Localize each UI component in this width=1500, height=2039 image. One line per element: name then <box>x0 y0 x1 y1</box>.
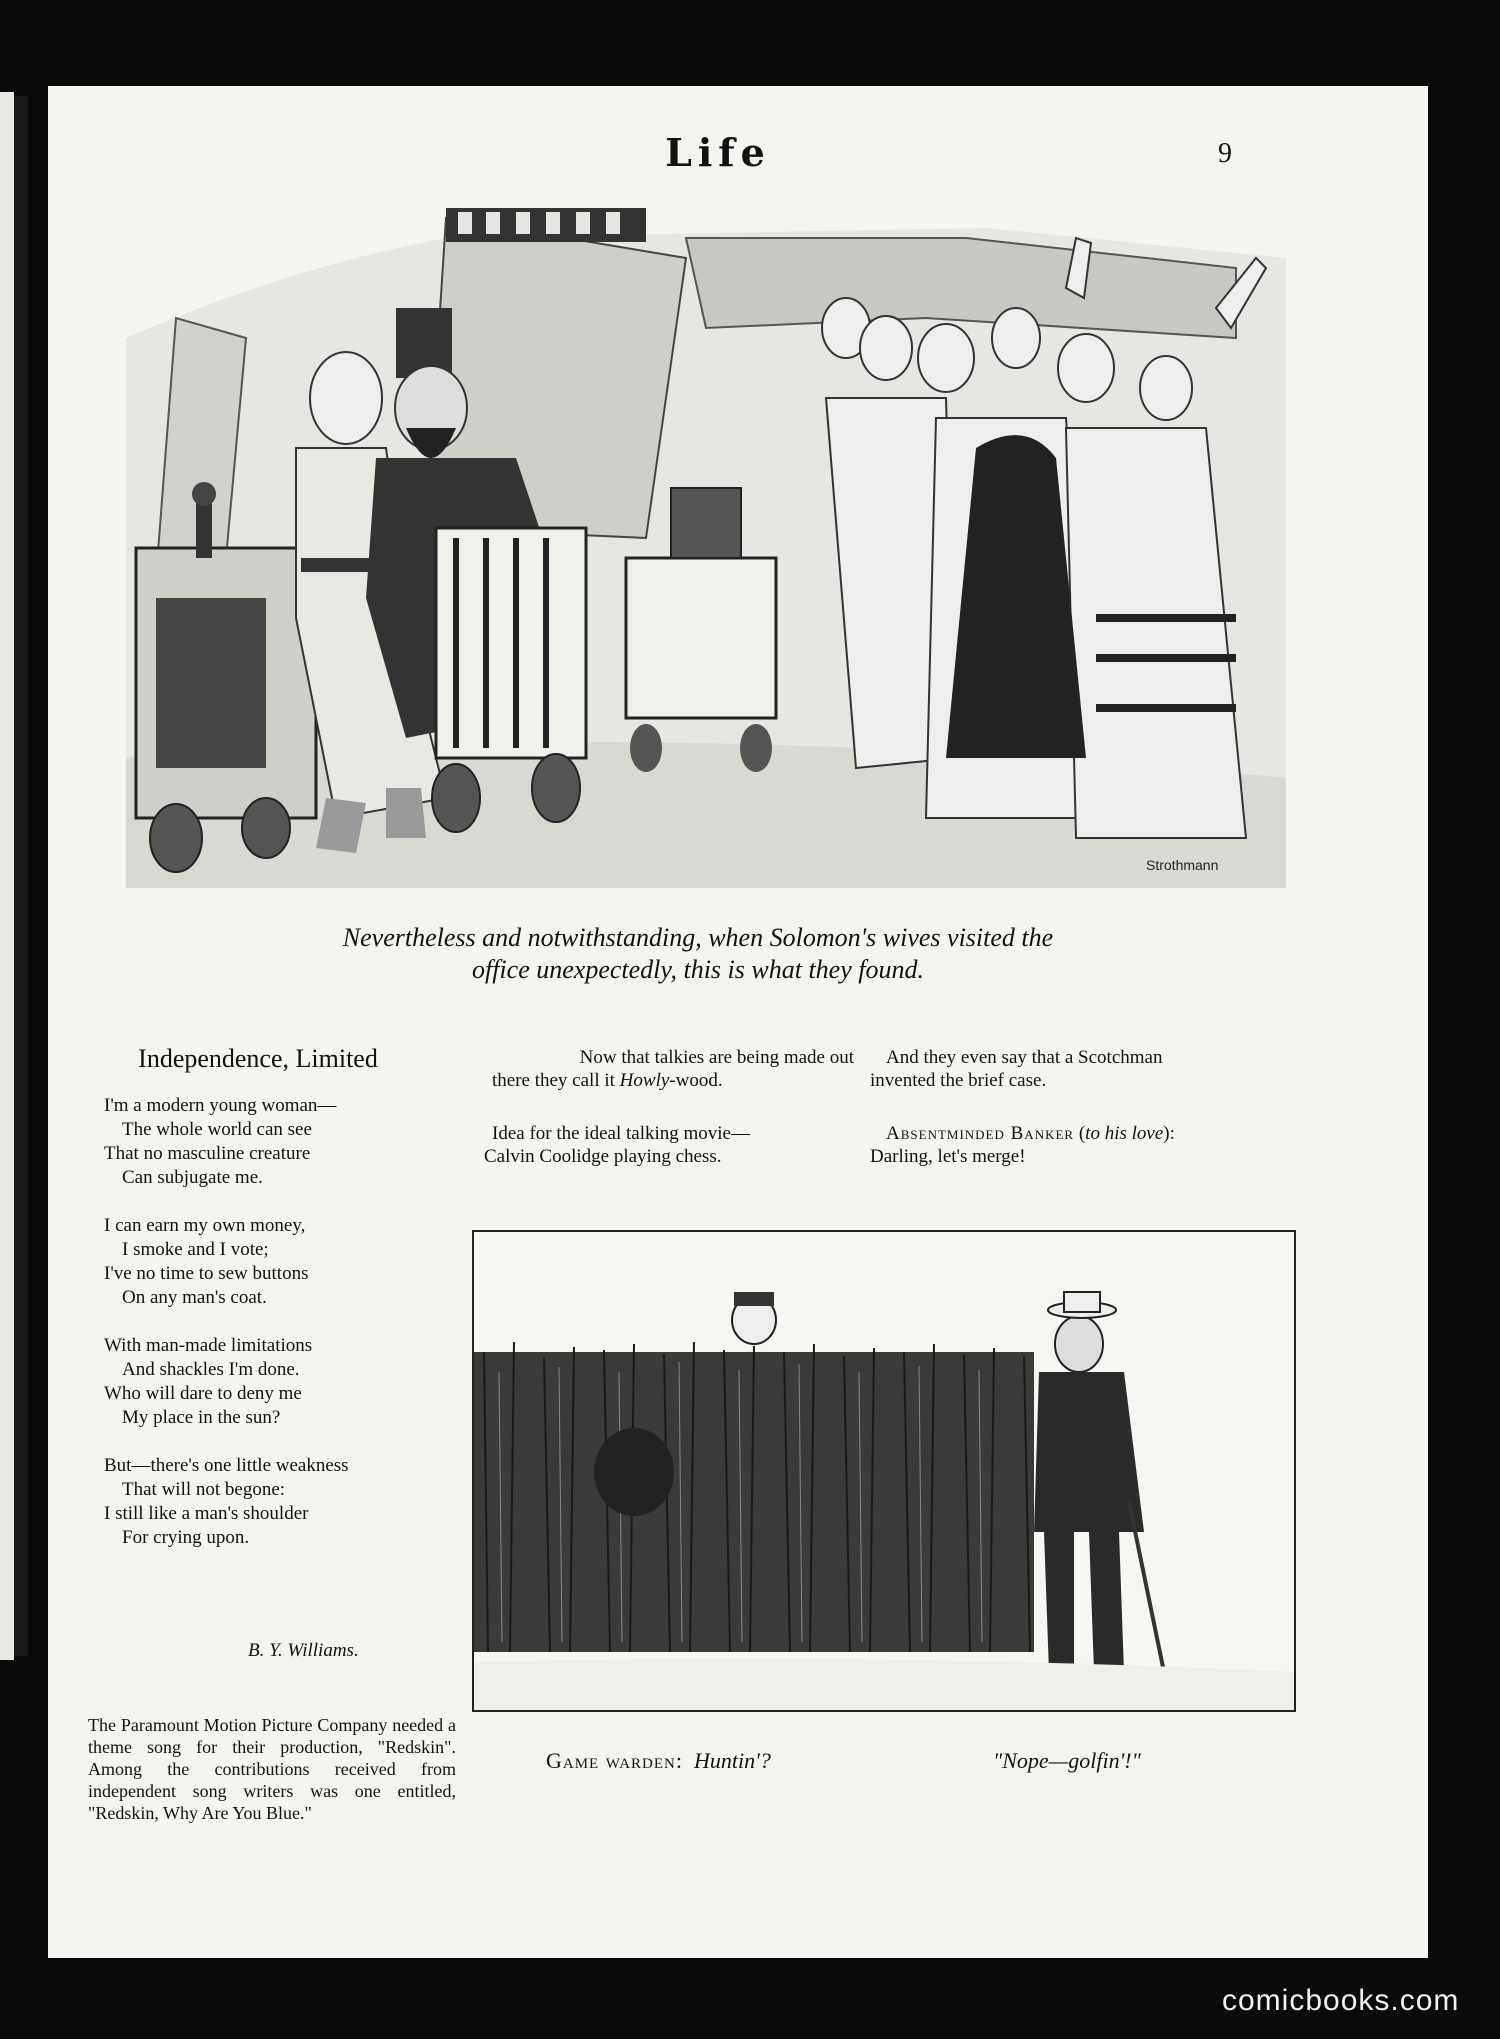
game-warden-line: Huntin'? <box>694 1748 771 1773</box>
caption-line-1: Nevertheless and notwithstanding, when Solomon's wives visited the <box>342 923 1054 952</box>
site-watermark: comicbooks.com <box>1222 1984 1460 2017</box>
talkies-line-2-start: there they call it <box>492 1070 620 1091</box>
game-warden-speaker: Game warden: <box>546 1748 683 1773</box>
scotchman-line-1: And they even say that a Scotchman <box>886 1047 1163 1068</box>
poem-line: My place in the sun? <box>122 1407 281 1428</box>
adjacent-page-strip <box>0 92 14 1660</box>
howly-word: Howly <box>619 1070 670 1091</box>
talkies-joke <box>474 1046 854 1092</box>
scotchman-joke <box>870 1046 1290 1092</box>
golfer-reply: "Nope—golfin'!" <box>993 1748 1141 1773</box>
adjacent-page-edge <box>14 96 28 1656</box>
bottom-cartoon-caption-left <box>546 1748 771 1774</box>
caption-line-2: office unexpectedly, this is what they found. <box>471 955 924 984</box>
golfer-grass-illustration <box>472 1230 1296 1712</box>
talking-movie-line-1: Idea for the ideal talking movie— <box>492 1123 750 1144</box>
poem-line: But—there's one little weakness <box>104 1455 349 1476</box>
banker-stage-direction: to his love <box>1085 1123 1164 1144</box>
poem-stanza-1 <box>104 1094 444 1190</box>
magazine-page <box>48 86 1428 1958</box>
poem-author: B. Y. Williams. <box>248 1640 359 1661</box>
poem-line: That no masculine creature <box>104 1143 311 1164</box>
poem-stanza-3 <box>104 1334 444 1430</box>
poem-line: I'm a modern young woman— <box>104 1095 337 1116</box>
poem-line: That will not begone: <box>122 1479 286 1500</box>
solomon-office-illustration <box>86 198 1286 888</box>
poem-line: I smoke and I vote; <box>122 1239 269 1260</box>
poem-line: Who will dare to deny me <box>104 1383 302 1404</box>
talkies-line-1: Now that talkies are being made out <box>579 1047 854 1068</box>
banker-line-2: Darling, let's merge! <box>870 1146 1026 1167</box>
poem-line: I can earn my own money, <box>104 1215 306 1236</box>
poem-line: For crying upon. <box>122 1527 250 1548</box>
signature-strothmann: Strothmann <box>1146 857 1219 873</box>
poem-stanza-2 <box>104 1214 444 1310</box>
banker-joke: Absentminded Banker (to his love): Darling, let's merge! <box>870 1122 1290 1168</box>
poem-line: The whole world can see <box>122 1119 312 1140</box>
masthead-title: Life <box>665 130 771 175</box>
top-cartoon-caption <box>198 922 1198 986</box>
banker-speaker: Absentminded Banker <box>886 1123 1075 1144</box>
poem-stanza-4 <box>104 1454 444 1550</box>
talking-movie-line-2: Calvin Coolidge playing chess. <box>484 1146 722 1167</box>
poem-line: And shackles I'm done. <box>122 1359 300 1380</box>
poem-title: Independence, Limited <box>138 1044 378 1073</box>
talking-movie-joke <box>474 1122 854 1168</box>
scotchman-line-2: invented the brief case. <box>870 1070 1047 1091</box>
talkies-line-2-end: -wood. <box>669 1070 723 1091</box>
poem-line: On any man's coat. <box>122 1287 267 1308</box>
paramount-paragraph: The Paramount Motion Picture Company needed a theme song for their production, "Redskin". Among the contributions received from independent song writers was one entitled, "Redskin, Why Are You Blue." <box>88 1715 456 1823</box>
poem-line: With man-made limitations <box>104 1335 313 1356</box>
poem-line: I've no time to sew buttons <box>104 1263 309 1284</box>
page-number: 9 <box>1218 138 1232 169</box>
poem-line: Can subjugate me. <box>122 1167 263 1188</box>
poem-line: I still like a man's shoulder <box>104 1503 309 1524</box>
